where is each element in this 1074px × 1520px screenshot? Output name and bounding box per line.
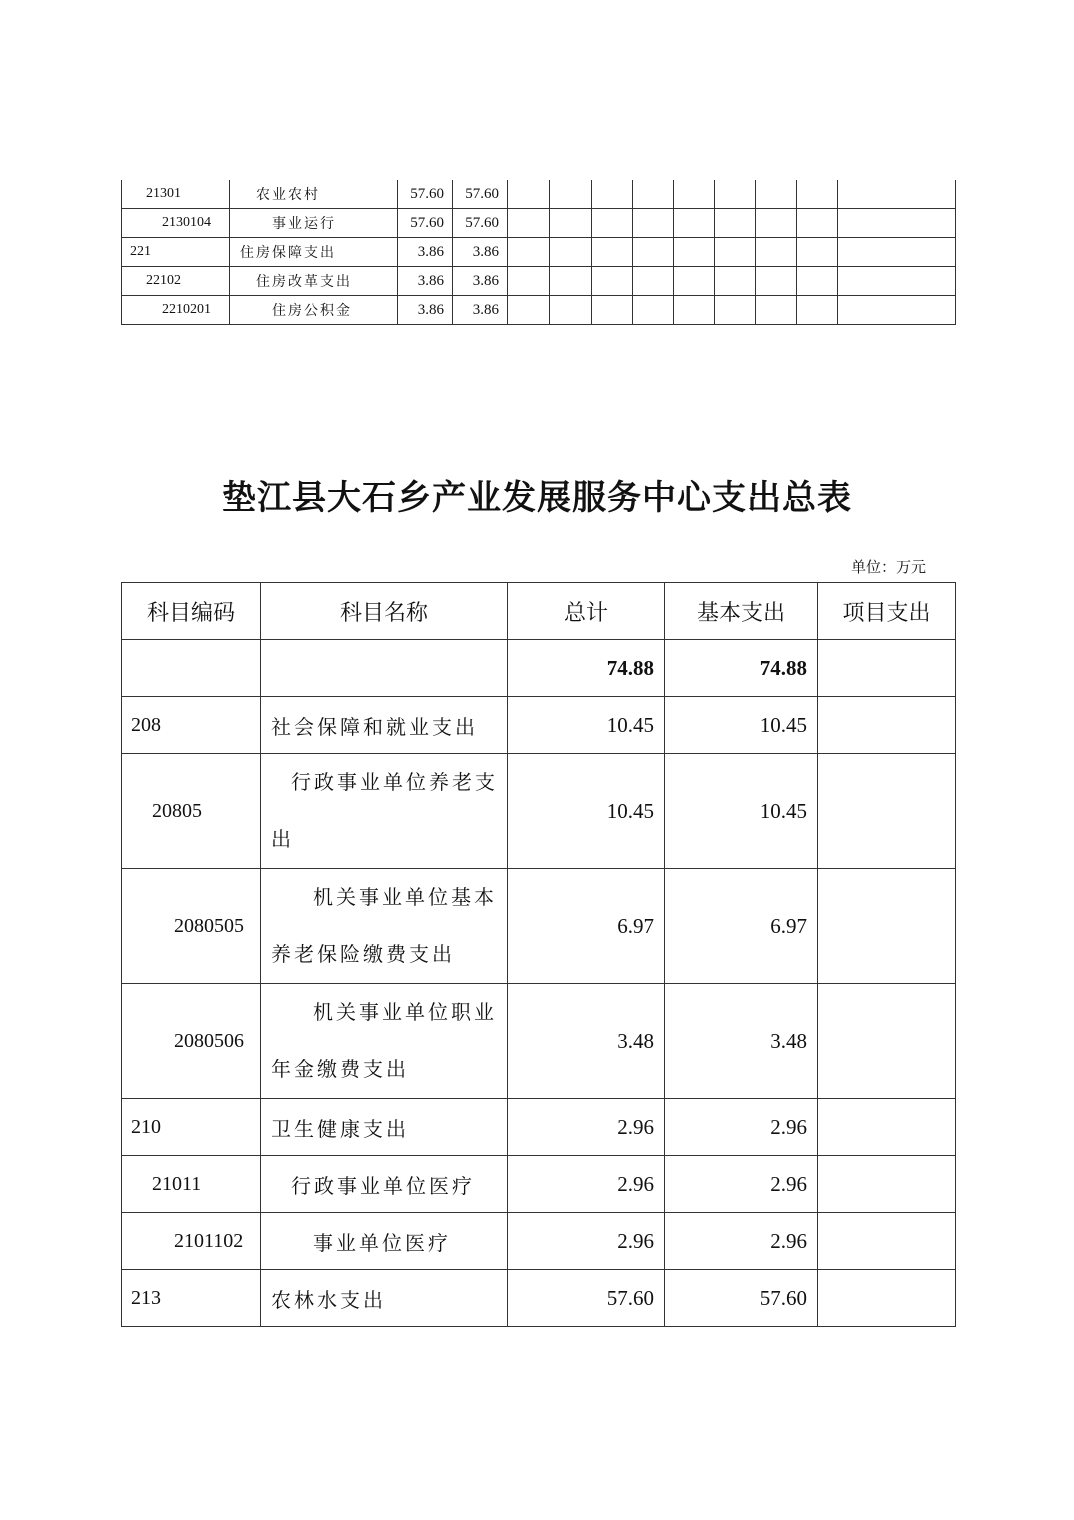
empty-cell xyxy=(592,238,633,267)
empty-cell xyxy=(592,267,633,296)
previous-table-continuation xyxy=(121,180,956,325)
header-total: 总计 xyxy=(508,583,665,640)
empty-cell xyxy=(797,180,838,209)
total-value: 6.97 xyxy=(508,869,665,984)
subject-code: 2080505 xyxy=(122,869,261,984)
basic-value: 3.86 xyxy=(453,238,508,267)
empty-cell xyxy=(838,267,956,296)
empty-cell xyxy=(674,180,715,209)
table-row xyxy=(122,296,956,325)
empty-cell xyxy=(633,267,674,296)
subject-name xyxy=(261,984,508,1099)
basic-value: 3.48 xyxy=(665,984,818,1099)
empty-cell xyxy=(715,209,756,238)
empty-cell xyxy=(508,180,550,209)
total-value: 74.88 xyxy=(508,640,665,697)
basic-value: 2.96 xyxy=(665,1156,818,1213)
subject-name xyxy=(261,1156,508,1213)
basic-value: 2.96 xyxy=(665,1099,818,1156)
project-value xyxy=(818,869,956,984)
table-row xyxy=(122,1213,956,1270)
table-row xyxy=(122,1099,956,1156)
total-value: 2.96 xyxy=(508,1156,665,1213)
subject-code: 213 xyxy=(122,1270,261,1327)
table-row xyxy=(122,267,956,296)
empty-cell xyxy=(550,296,592,325)
empty-cell xyxy=(550,209,592,238)
subject-name-text: 事业单位医疗 xyxy=(313,1230,451,1255)
subject-name: 事业运行 xyxy=(230,209,398,238)
empty-cell xyxy=(550,267,592,296)
empty-cell xyxy=(508,209,550,238)
subject-name: 农林水支出 xyxy=(261,1270,508,1327)
table-row xyxy=(122,1156,956,1213)
table-row xyxy=(122,180,956,209)
empty-cell xyxy=(756,267,797,296)
project-value xyxy=(818,984,956,1099)
total-value: 57.60 xyxy=(508,1270,665,1327)
subject-name-text: 行政事业单位医疗 xyxy=(291,1173,475,1198)
subject-name: 住房公积金 xyxy=(230,296,398,325)
expenditure-summary-table xyxy=(121,582,956,1327)
empty-cell xyxy=(508,267,550,296)
project-value xyxy=(818,1270,956,1327)
unit-label: 单位：万元 xyxy=(850,558,926,576)
total-value: 3.48 xyxy=(508,984,665,1099)
subject-name-line2: 出 xyxy=(271,827,294,851)
empty-cell xyxy=(633,296,674,325)
basic-value: 6.97 xyxy=(665,869,818,984)
subject-code: 20805 xyxy=(122,754,261,869)
table-row xyxy=(122,984,956,1099)
basic-value: 10.45 xyxy=(665,754,818,869)
empty-cell xyxy=(592,209,633,238)
empty-cell xyxy=(674,238,715,267)
empty-cell xyxy=(508,238,550,267)
empty-cell xyxy=(674,267,715,296)
empty-cell xyxy=(550,238,592,267)
table-row-total xyxy=(122,640,956,697)
total-value: 57.60 xyxy=(398,209,453,238)
total-value: 10.45 xyxy=(508,754,665,869)
table-row xyxy=(122,1270,956,1327)
empty-cell xyxy=(756,209,797,238)
empty-cell xyxy=(633,180,674,209)
subject-code: 210 xyxy=(122,1099,261,1156)
empty-cell xyxy=(838,238,956,267)
subject-name-line2: 养老保险缴费支出 xyxy=(271,942,455,966)
empty-cell xyxy=(797,267,838,296)
header-basic: 基本支出 xyxy=(665,583,818,640)
empty-cell xyxy=(756,180,797,209)
total-value: 2.96 xyxy=(508,1213,665,1270)
table-row xyxy=(122,238,956,267)
subject-code: 221 xyxy=(122,238,230,267)
empty-cell xyxy=(592,180,633,209)
empty-cell xyxy=(715,296,756,325)
empty-cell xyxy=(592,296,633,325)
subject-code xyxy=(122,640,261,697)
subject-name: 住房改革支出 xyxy=(230,267,398,296)
table-row xyxy=(122,209,956,238)
project-value xyxy=(818,697,956,754)
subject-name-line1: 机关事业单位职业 xyxy=(313,1000,497,1024)
empty-cell xyxy=(797,238,838,267)
subject-name-line1: 行政事业单位养老支 xyxy=(291,770,498,794)
page-title: 垫江县大石乡产业发展服务中心支出总表 xyxy=(222,478,852,518)
subject-name: 卫生健康支出 xyxy=(261,1099,508,1156)
basic-value: 57.60 xyxy=(453,209,508,238)
subject-code: 2130104 xyxy=(122,209,230,238)
total-value: 3.86 xyxy=(398,296,453,325)
empty-cell xyxy=(674,296,715,325)
header-code: 科目编码 xyxy=(122,583,261,640)
table-row xyxy=(122,754,956,869)
empty-cell xyxy=(797,209,838,238)
subject-code: 21301 xyxy=(122,180,230,209)
subject-name-line1: 机关事业单位基本 xyxy=(313,885,497,909)
subject-name xyxy=(261,1213,508,1270)
empty-cell xyxy=(756,238,797,267)
empty-cell xyxy=(715,180,756,209)
basic-value: 57.60 xyxy=(665,1270,818,1327)
subject-code: 2210201 xyxy=(122,296,230,325)
project-value xyxy=(818,640,956,697)
total-value: 57.60 xyxy=(398,180,453,209)
empty-cell xyxy=(838,180,956,209)
empty-cell xyxy=(633,209,674,238)
header-project: 项目支出 xyxy=(818,583,956,640)
basic-value: 57.60 xyxy=(453,180,508,209)
subject-code: 22102 xyxy=(122,267,230,296)
subject-name-line2: 年金缴费支出 xyxy=(271,1057,409,1081)
basic-value: 3.86 xyxy=(453,296,508,325)
total-value: 2.96 xyxy=(508,1099,665,1156)
empty-cell xyxy=(756,296,797,325)
empty-cell xyxy=(508,296,550,325)
subject-name: 农业农村 xyxy=(230,180,398,209)
total-value: 3.86 xyxy=(398,267,453,296)
empty-cell xyxy=(838,209,956,238)
subject-code: 2101102 xyxy=(122,1213,261,1270)
empty-cell xyxy=(715,238,756,267)
empty-cell xyxy=(838,296,956,325)
table-header-row xyxy=(122,583,956,640)
empty-cell xyxy=(633,238,674,267)
subject-name xyxy=(261,754,508,869)
empty-cell xyxy=(674,209,715,238)
project-value xyxy=(818,1213,956,1270)
header-name: 科目名称 xyxy=(261,583,508,640)
basic-value: 10.45 xyxy=(665,697,818,754)
subject-code: 21011 xyxy=(122,1156,261,1213)
basic-value: 3.86 xyxy=(453,267,508,296)
total-value: 10.45 xyxy=(508,697,665,754)
subject-name: 住房保障支出 xyxy=(230,238,398,267)
basic-value: 74.88 xyxy=(665,640,818,697)
subject-name: 社会保障和就业支出 xyxy=(261,697,508,754)
empty-cell xyxy=(550,180,592,209)
total-value: 3.86 xyxy=(398,238,453,267)
table-row xyxy=(122,869,956,984)
subject-name xyxy=(261,640,508,697)
project-value xyxy=(818,1099,956,1156)
subject-code: 208 xyxy=(122,697,261,754)
subject-code: 2080506 xyxy=(122,984,261,1099)
subject-name xyxy=(261,869,508,984)
project-value xyxy=(818,754,956,869)
project-value xyxy=(818,1156,956,1213)
empty-cell xyxy=(797,296,838,325)
basic-value: 2.96 xyxy=(665,1213,818,1270)
empty-cell xyxy=(715,267,756,296)
table-row xyxy=(122,697,956,754)
